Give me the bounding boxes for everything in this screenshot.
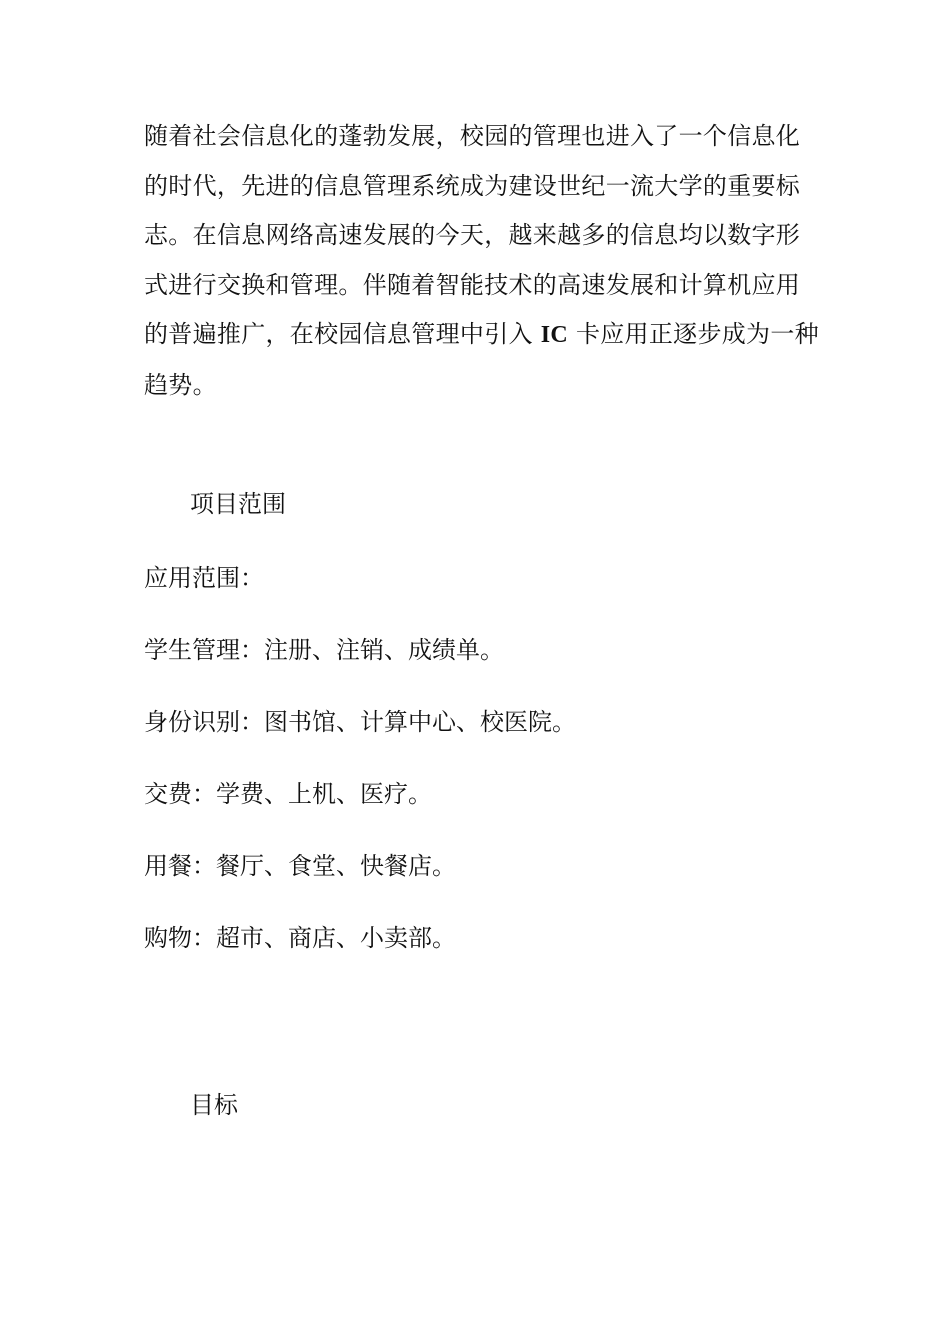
intro-text-part2: 卡应用正逐步成为一种趋势。: [144, 320, 819, 399]
scope-item-payment: 交费：学费、上机、医疗。: [144, 780, 432, 808]
scope-item-shopping: 购物：超市、商店、小卖部。: [144, 924, 456, 952]
scope-item-student-management: 学生管理：注册、注销、成绩单。: [144, 636, 504, 664]
section-goal-title: 目标: [190, 1091, 238, 1119]
scope-item-dining: 用餐：餐厅、食堂、快餐店。: [144, 852, 456, 880]
intro-paragraph: [144, 112, 824, 410]
intro-text-part1: 随着社会信息化的蓬勃发展，校园的管理也进入了一个信息化的时代，先进的信息管理系统成为建设世纪一流大学的重要标志。在信息网络高速发展的今天，越来越多的信息均以数字形式进行交换和管理。伴随着智能技术的高速发展和计算机应用的普遍推广，在校园信息管理中引入: [144, 122, 801, 348]
scope-item-identification: 身份识别：图书馆、计算中心、校医院。: [144, 708, 576, 736]
intro-text-bold: IC: [540, 322, 569, 348]
section-scope-title: 项目范围: [190, 490, 286, 518]
scope-label: 应用范围：: [144, 564, 264, 592]
